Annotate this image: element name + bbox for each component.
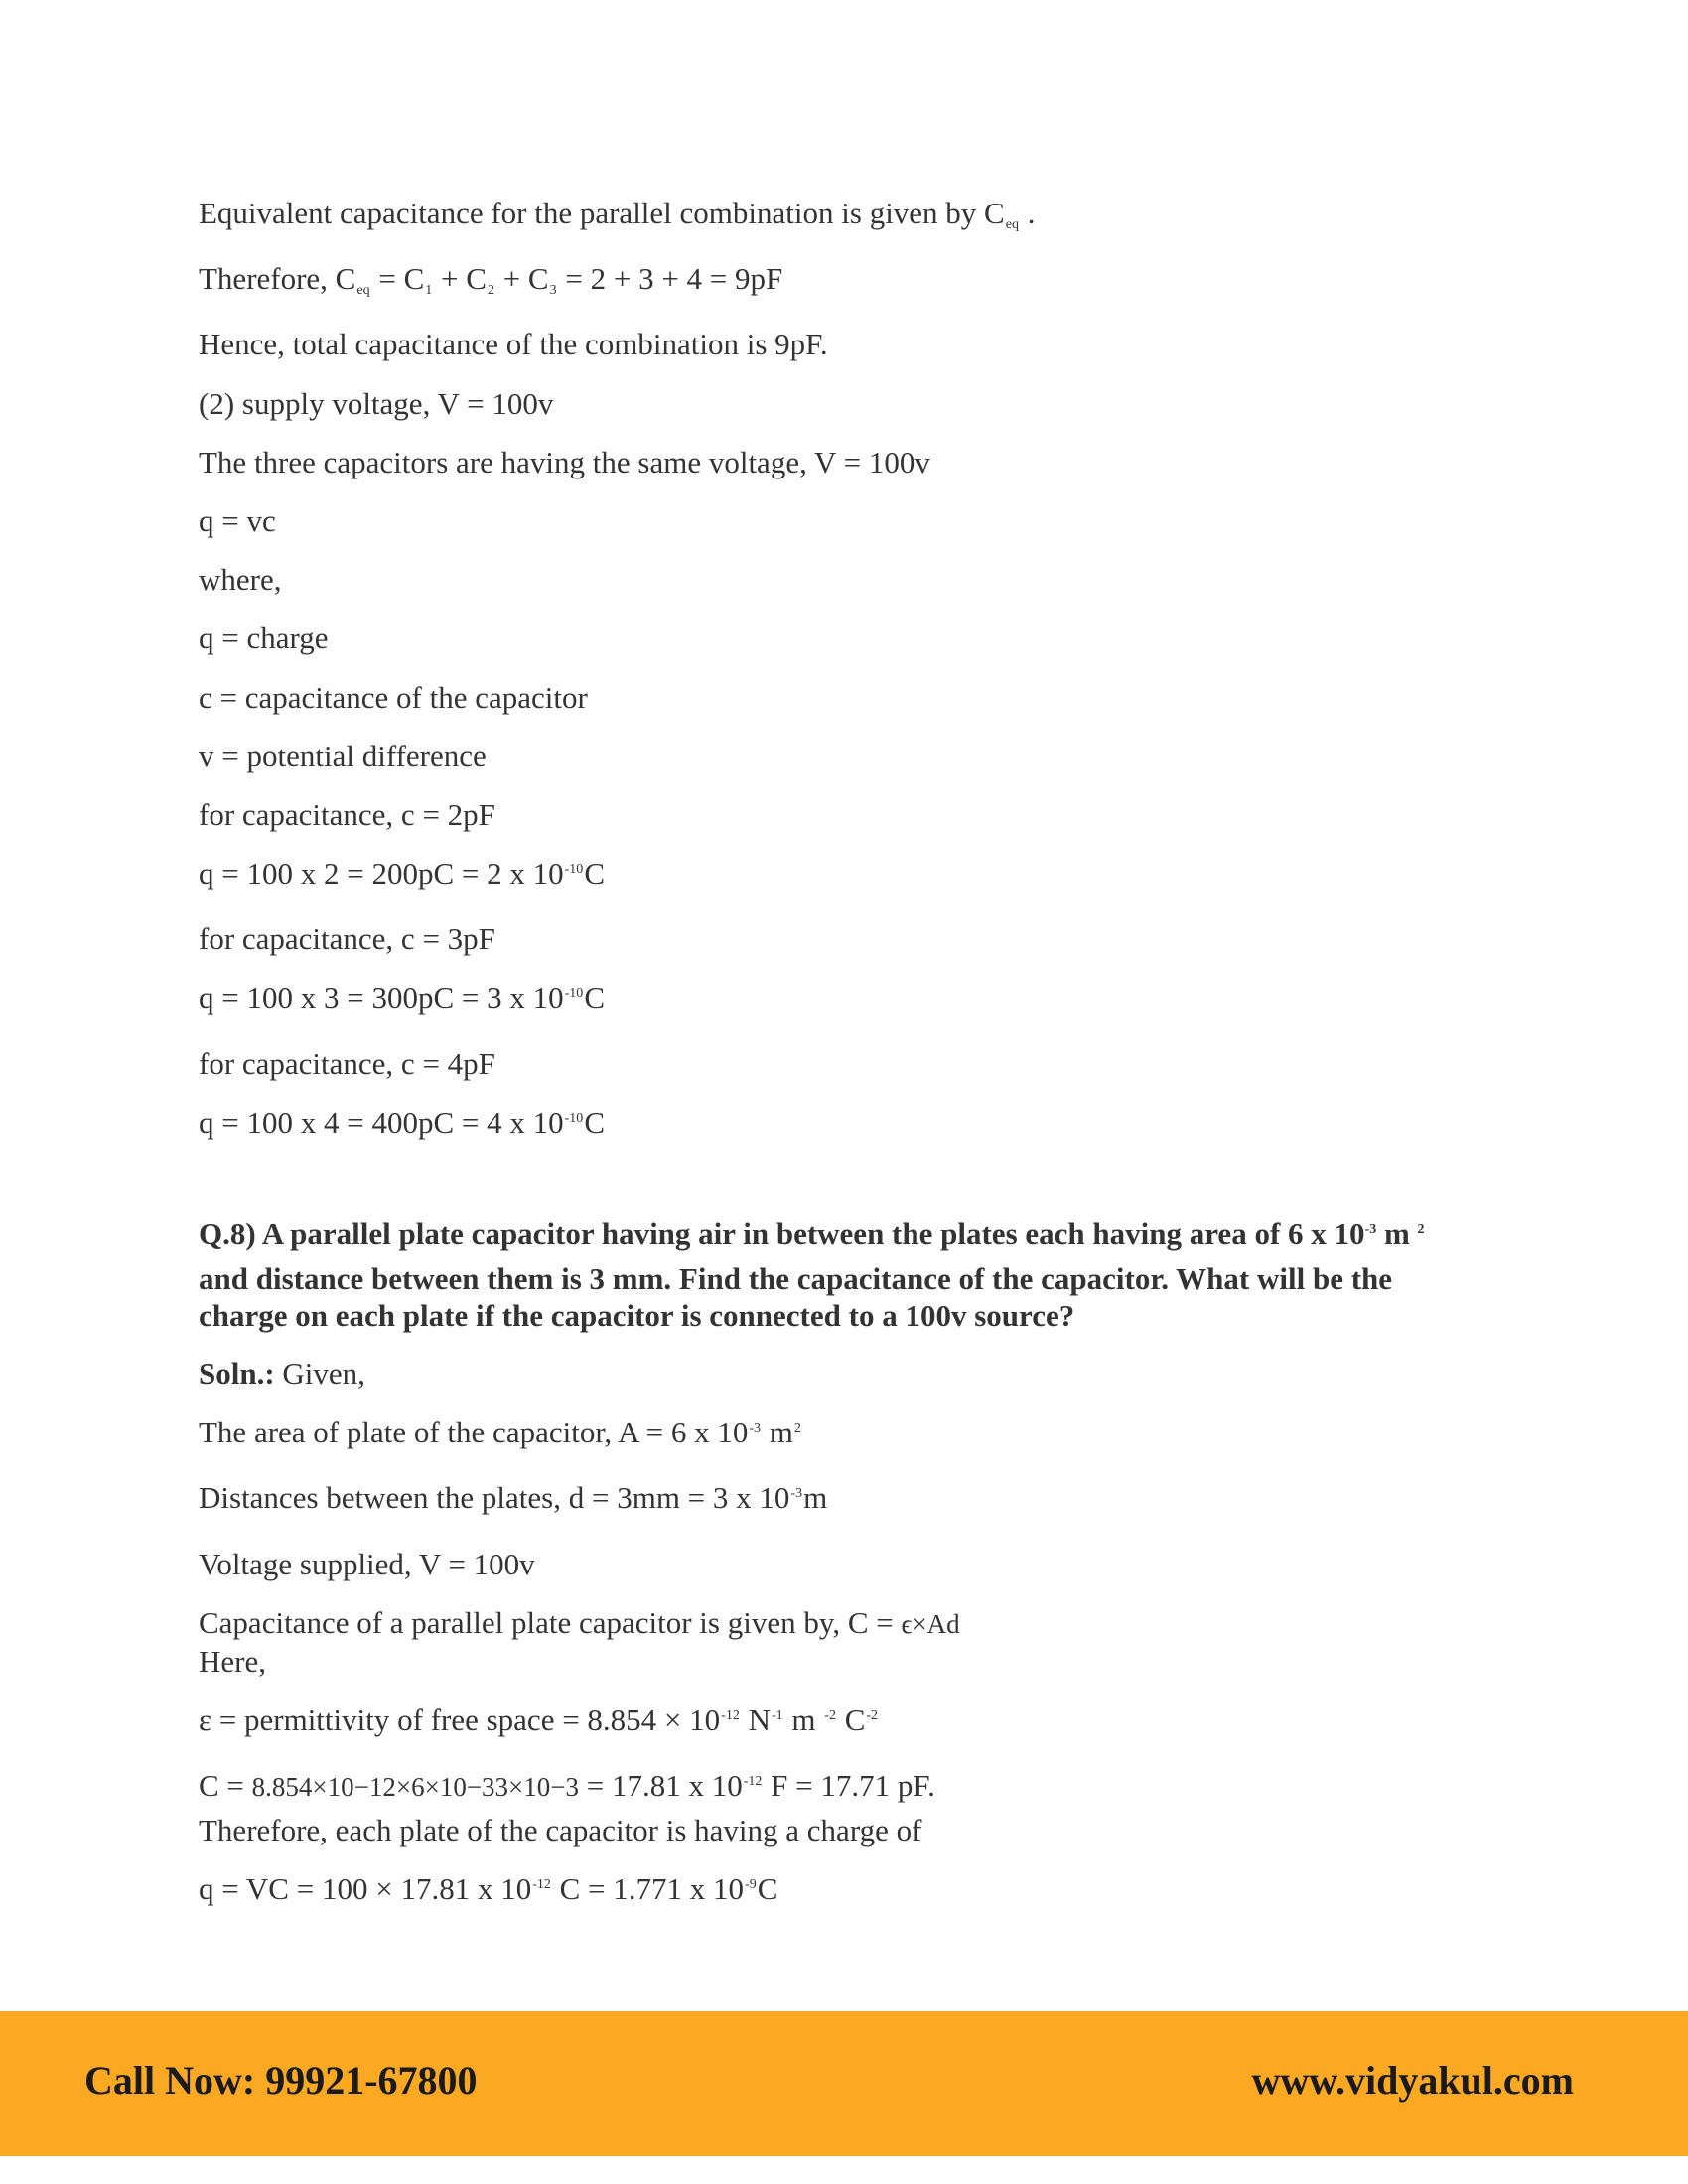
superscript: -10 — [564, 1110, 584, 1126]
text-line: q = vc — [199, 502, 276, 538]
formula: ϵ×Ad — [901, 1608, 960, 1639]
superscript: -3 — [790, 1486, 803, 1502]
superscript: -10 — [564, 862, 584, 878]
text: C = 1.771 x 10 — [551, 1871, 745, 1907]
formula: 8.854×10−12×6×10−33×10−3 — [251, 1772, 580, 1803]
text-line: The three capacitors are having the same voltage, V = 100v — [199, 444, 930, 479]
superscript: -1 — [771, 1707, 783, 1723]
question-heading — [199, 1215, 1479, 1335]
superscript: 2 — [793, 1421, 801, 1436]
text: C = — [199, 1768, 252, 1804]
text: F = 17.71 pF. — [763, 1768, 935, 1804]
superscript: -3 — [749, 1421, 762, 1436]
text-line — [199, 195, 1489, 239]
text: C — [757, 1871, 778, 1907]
text: Q.8) A parallel plate capacitor having air in between the plates each having area of 6 x 10 — [199, 1216, 1365, 1251]
text-line: c = capacitance of the capacitor — [199, 679, 588, 715]
text: m — [1376, 1216, 1418, 1251]
text: + C — [433, 261, 487, 297]
text: + C — [494, 261, 549, 297]
superscript: -12 — [721, 1707, 740, 1723]
superscript: -10 — [564, 986, 584, 1002]
website-link[interactable]: www.vidyakul.com — [1251, 2058, 1574, 2103]
text: The area of plate of the capacitor, A = 6 x 10 — [199, 1415, 749, 1450]
subscript: eq — [356, 283, 370, 299]
text: ε = permittivity of free space = 8.854 × 10 — [199, 1702, 721, 1737]
text: Equivalent capacitance for the parallel combination is given by C — [199, 196, 1005, 230]
text-line — [199, 1479, 1489, 1524]
text: . — [1019, 196, 1036, 230]
text: C — [836, 1702, 866, 1737]
solution-label-line — [199, 1355, 1489, 1393]
call-now-phone[interactable]: Call Now: 99921-67800 — [84, 2058, 478, 2103]
text-line — [199, 1702, 1489, 1746]
text-line: Therefore, each plate of the capacitor is having a charge of — [199, 1813, 922, 1848]
text-line: v = potential difference — [199, 738, 487, 773]
superscript: -3 — [1364, 1222, 1377, 1237]
superscript: -12 — [743, 1774, 763, 1790]
text: Capacitance of a parallel plate capacitor is given by, C = — [199, 1604, 902, 1640]
text: = 17.81 x 10 — [579, 1768, 743, 1804]
text: C — [584, 856, 605, 891]
text-line: Here, — [199, 1643, 266, 1679]
text-line — [199, 1767, 1489, 1812]
spacer — [199, 1169, 1489, 1215]
text-line — [199, 1604, 1489, 1643]
subscript: 1 — [425, 283, 433, 299]
text-line: for capacitance, c = 3pF — [199, 921, 495, 957]
text: q = 100 x 3 = 300pC = 3 x 10 — [199, 980, 564, 1016]
text: q = VC = 100 × 17.81 x 10 — [199, 1871, 532, 1907]
subscript: eq — [1005, 217, 1019, 232]
text-line: q = charge — [199, 620, 329, 656]
superscript: -9 — [745, 1877, 757, 1893]
text-line: Voltage supplied, V = 100v — [199, 1546, 535, 1581]
text: N — [740, 1702, 771, 1737]
text: Therefore, C — [199, 261, 356, 297]
text-line: Hence, total capacitance of the combination is 9pF. — [199, 327, 828, 362]
text-line — [199, 1414, 1489, 1458]
text-line: where, — [199, 562, 282, 598]
text-line: for capacitance, c = 2pF — [199, 796, 495, 832]
text: Distances between the plates, d = 3mm = 3 x 10 — [199, 1480, 790, 1516]
text: = C — [370, 261, 425, 297]
text: q = 100 x 4 = 400pC = 4 x 10 — [199, 1104, 564, 1140]
superscript: -2 — [866, 1707, 879, 1723]
subscript: 2 — [487, 283, 494, 299]
solution-label: Soln.: — [199, 1356, 275, 1391]
text: m — [783, 1702, 824, 1737]
text: C — [584, 1104, 605, 1140]
subscript: 3 — [549, 283, 557, 299]
text: and distance between them is 3 mm. Find the capacitance of the capacitor. What will be the charge on each plate if the capacitor is connected to a 100v source? — [199, 1261, 1393, 1333]
superscript: -2 — [824, 1707, 836, 1723]
text: m — [803, 1480, 828, 1516]
text: q = 100 x 2 = 200pC = 2 x 10 — [199, 856, 564, 891]
superscript: 2 — [1417, 1222, 1425, 1237]
page-content — [199, 195, 1489, 1937]
superscript: -12 — [532, 1877, 551, 1893]
text: = 2 + 3 + 4 = 9pF — [557, 261, 783, 297]
footer-banner — [0, 2011, 1688, 2156]
text-line — [199, 979, 1489, 1024]
text-line — [199, 1870, 1489, 1915]
text: C — [584, 980, 605, 1016]
text: Given, — [274, 1356, 365, 1391]
text-line — [199, 855, 1489, 899]
text: m — [762, 1415, 793, 1450]
text-line — [199, 1104, 1489, 1149]
text-line: (2) supply voltage, V = 100v — [199, 385, 554, 421]
text-line — [199, 260, 1489, 305]
text-line: for capacitance, c = 4pF — [199, 1045, 495, 1081]
